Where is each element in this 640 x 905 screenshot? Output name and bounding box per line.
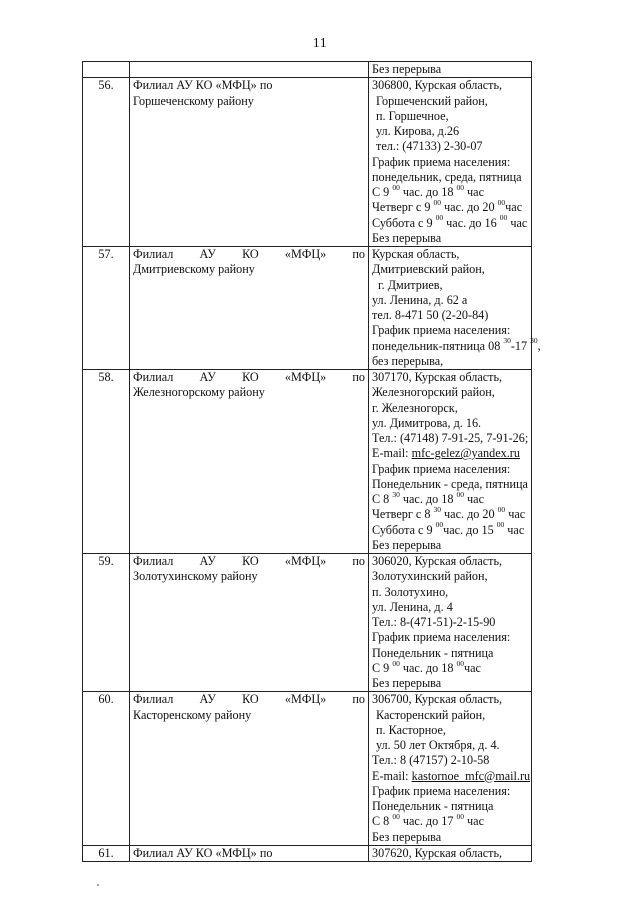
schedule-heading: График приема населения: xyxy=(372,461,511,476)
address-line: Курская область, xyxy=(372,247,460,261)
address-line: Дмитриевский район, xyxy=(372,262,485,277)
branch-name-line: Горшеченскому району xyxy=(133,93,254,108)
address-line: ул. Кирова, д.26 xyxy=(376,124,460,138)
schedule-heading: График приема населения: xyxy=(372,630,511,645)
schedule-days: Понедельник - пятница xyxy=(372,799,494,813)
branch-name-line: Филиал АУ КО «МФЦ» по xyxy=(133,692,366,707)
address-line: Горшеченский район, xyxy=(376,93,488,108)
branch-name-line: Филиал АУ КО «МФЦ» по xyxy=(133,370,366,384)
row-number-cell xyxy=(83,62,130,78)
table-row xyxy=(83,62,532,78)
table-row xyxy=(83,78,532,247)
phone-line: Тел.: 8-(471-51)-2-15-90 xyxy=(372,615,496,629)
address-cell xyxy=(369,78,532,247)
address-line: ул. Ленина, д. 4 xyxy=(372,599,453,614)
schedule-hours: Суббота с 9 $^{00}$час. до 15 $^{00}$ час xyxy=(372,520,525,537)
break-note: Без перерыва xyxy=(372,537,442,552)
schedule-hours: Четверг с 8 $^{30}$ час. до 20 $^{00}$ час xyxy=(372,505,526,522)
branch-name-cell xyxy=(130,845,369,861)
address-cell xyxy=(369,247,541,370)
email-link[interactable]: mfc-gelez@yandex.ru xyxy=(411,446,520,461)
schedule-hours: понедельник-пятница 08 $^{30}$-17 $^{30}$, xyxy=(372,336,541,353)
schedule-days: понедельник, среда, пятница xyxy=(372,169,522,184)
address-line: 307170, Курская область, xyxy=(372,370,503,384)
phone-line: Тел.: (47148) 7-91-25, 7-91-26; xyxy=(372,431,529,445)
address-cell xyxy=(369,692,532,846)
branch-name-line: Золотухинскому району xyxy=(133,569,258,584)
address-cell xyxy=(369,370,532,554)
break-note: Без перерыва xyxy=(372,230,442,245)
phone-line: тел. 8-471 50 (2-20-84) xyxy=(372,308,489,322)
address-line: 306700, Курская область, xyxy=(372,692,503,707)
schedule-days: Понедельник - пятница xyxy=(372,645,494,660)
email-line: E-mail: mfc-gelez@yandex.ru xyxy=(372,446,520,461)
table-row xyxy=(83,370,532,554)
row-number: 56. xyxy=(83,78,130,247)
branch-name-cell xyxy=(130,62,369,78)
break-note: Без перерыва xyxy=(372,676,442,690)
address-line: 306800, Курская область, xyxy=(372,78,503,93)
address-line: Касторенский район, xyxy=(376,707,486,722)
schedule-days: Понедельник - среда, пятница xyxy=(372,476,528,491)
address-line: ул. Ленина, д. 62 а xyxy=(372,292,468,307)
schedule-hours: Четверг с 9 $^{00}$ час. до 20 $^{00}$час xyxy=(372,198,523,215)
table-row xyxy=(83,692,532,846)
branch-name-cell xyxy=(130,554,369,692)
branch-name-line: Филиал АУ КО «МФЦ» по xyxy=(133,845,273,860)
address-line: Железногорский район, xyxy=(372,385,495,400)
address-line: ул. Димитрова, д. 16. xyxy=(372,415,482,430)
break-note: Без перерыва xyxy=(372,62,442,76)
branch-name-cell xyxy=(130,692,369,846)
schedule-heading: График приема населения: xyxy=(372,154,511,169)
break-note: Без перерыва xyxy=(372,829,442,844)
schedule-hours: С 9 $^{00}$ час. до 18 $^{00}$час xyxy=(372,658,481,675)
address-line: 306020, Курская область, xyxy=(372,554,503,568)
phone-line: Тел.: 8 (47157) 2-10-58 xyxy=(372,753,490,768)
schedule-heading: График приема населения: xyxy=(372,783,511,798)
row-number: 60. xyxy=(83,692,130,846)
scan-speck xyxy=(97,884,99,886)
branch-name-line: Филиал АУ КО «МФЦ» по xyxy=(133,554,366,568)
email-link[interactable]: kastornoe_mfc@mail.ru xyxy=(411,768,531,783)
row-number: 58. xyxy=(83,370,130,554)
row-number: 59. xyxy=(83,554,130,692)
phone-line: тел.: (47133) 2-30-07 xyxy=(376,139,483,154)
schedule-hours: С 8 $^{00}$ час. до 17 $^{00}$ час xyxy=(372,812,484,829)
branch-name-line: Касторенскому району xyxy=(133,707,252,722)
row-number: 61. xyxy=(83,845,130,861)
address-cell xyxy=(369,62,532,78)
table-row xyxy=(83,845,532,861)
address-line: г. Дмитриев, xyxy=(378,277,443,292)
branch-name-cell xyxy=(130,78,369,247)
address-line: 307620, Курская область, xyxy=(372,845,503,860)
mfc-branch-table xyxy=(82,61,541,862)
table-row xyxy=(83,554,532,692)
break-note: без перерыва, xyxy=(372,353,444,368)
address-cell xyxy=(369,845,532,861)
schedule-heading: График приема населения: xyxy=(372,323,511,338)
row-number: 57. xyxy=(83,247,130,370)
branch-name-line: Дмитриевскому району xyxy=(133,262,255,277)
schedule-hours: С 8 $^{30}$ час. до 18 $^{00}$ час xyxy=(372,489,484,506)
address-line: п. Золотухино, xyxy=(372,584,449,599)
branch-name-cell xyxy=(130,370,369,554)
email-line: E-mail: kastornoe_mfc@mail.ru xyxy=(372,768,531,783)
branch-name-line: Филиал АУ КО «МФЦ» по xyxy=(133,78,273,93)
schedule-hours: Суббота с 9 $^{00}$ час. до 16 $^{00}$ час xyxy=(372,213,528,230)
page-number: 11 xyxy=(312,36,328,51)
address-cell xyxy=(369,554,532,692)
branch-name-cell xyxy=(130,247,369,370)
address-line: п. Горшечное, xyxy=(376,108,449,123)
branch-name-line: Железногорскому району xyxy=(133,385,265,400)
schedule-hours: С 9 $^{00}$ час. до 18 $^{00}$ час xyxy=(372,182,484,199)
address-line: ул. 50 лет Октября, д. 4. xyxy=(376,738,500,752)
table-row xyxy=(83,247,532,370)
address-line: п. Касторное, xyxy=(376,722,446,737)
branch-name-line: Филиал АУ КО «МФЦ» по xyxy=(133,247,366,261)
address-line: г. Железногорск, xyxy=(372,400,458,415)
address-line: Золотухинский район, xyxy=(372,569,488,584)
